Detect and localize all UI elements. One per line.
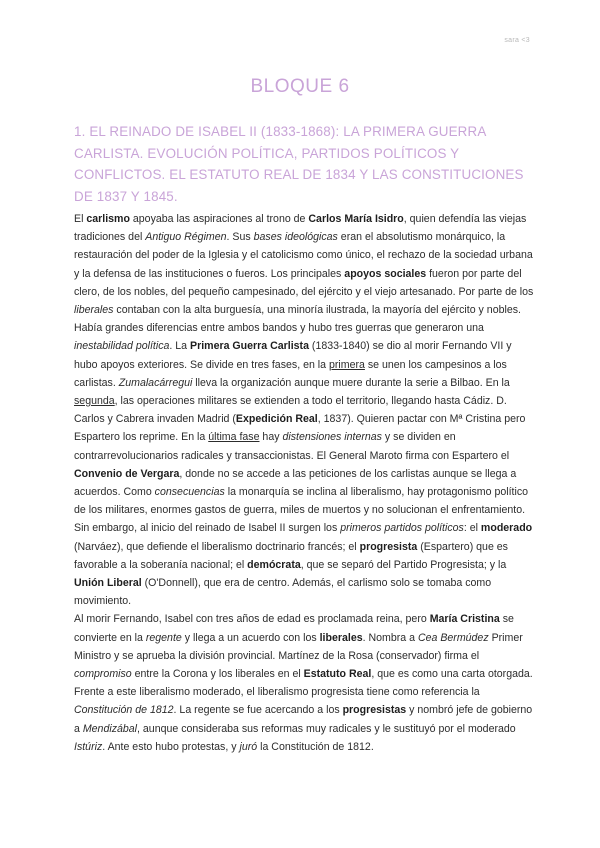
paragraph-primera-guerra-carlista: Había grandes diferencias entre ambos bandos y hubo tres guerras que generaron una inestabilidad política. La Primera Guerra Carlista (1833-1840) se dio al morir Fernando VII y hubo apoyos exteriores. Se divide en tres fases, en la primera se unen los campesinos a los carlistas. Zumalacárregui lleva la organización aunque muere durante la serie a Bilbao. En la segunda, las operaciones militares se extienden a todo el territorio, llegando hasta Cádiz. D. Carlos y Cabrera invaden Madrid (Expedición Real, 1837). Quieren pactar con Mª Cristina pero Espartero los reprime. En la última fase hay distensiones internas y se dividen en contrarrevolucionarios radicales y transaccionistas. El General Maroto firma con Espartero el Convenio de Vergara, donde no se accede a las peticiones de los carlistas aunque se llega a acuerdos. Como consecuencias la monarquía se inclina al liberalismo, hay protagonismo político de los militares, enormes gastos de guerra, miles de muertos y no solucionan el enfrentamiento.: [74, 322, 529, 517]
text-run: última fase: [208, 431, 260, 444]
text-run: inestabilidad política: [74, 340, 170, 353]
section-heading: 1. EL REINADO DE ISABEL II (1833-1868): LA PRIMERA GUERRA CARLISTA. EVOLUCIÓN POLÍTICA, PARTIDOS POLÍTICOS Y CONFLICTOS. EL ESTATUTO REAL DE 1834 Y LAS CONSTITUCIONES DE 1837 Y 1845.: [74, 124, 524, 204]
text-run: Cea Bermúdez: [417, 631, 489, 644]
text-run: compromiso: [74, 668, 132, 681]
text-run: María Cristina: [429, 613, 500, 626]
page-title: BLOQUE 6: [250, 76, 350, 97]
text-run: segunda: [74, 395, 115, 408]
paragraph-carlismo: El carlismo apoyaba las aspiraciones al trono de Carlos María Isidro, quien defendía las viejas tradiciones del Antiguo Régimen. Sus bases ideológicas eran el absolutismo monárquico, la restauración del poder de la Iglesia y el catolicismo como único, el rechazo de la sociedad urbana y la defensa de las instituciones o fueros. Los principales apoyos sociales fueron por parte del clero, de los nobles, del pequeño campesinado, del ejército y el viejo artesanado. Por parte de los liberales contaban con la alta burguesía, una minoría ilustrada, la mayoría del ejército y nobles.: [74, 213, 534, 317]
text-run: primera: [329, 358, 365, 371]
text-run: progresistas: [342, 704, 407, 717]
text-run: consecuencias: [154, 486, 225, 499]
text-run: carlismo: [86, 213, 130, 225]
text-run: Antiguo Régimen: [145, 231, 227, 244]
body-text: [74, 210, 534, 756]
text-run: Unión Liberal: [74, 577, 142, 590]
text-run: Zumalacárregui: [118, 376, 193, 389]
text-run: apoyos sociales: [344, 267, 427, 280]
text-run: Expedición Real: [235, 413, 318, 426]
text-run: Constitución de 1812: [74, 704, 174, 717]
text-run: liberales: [74, 304, 114, 317]
text-run: juró: [239, 740, 258, 753]
text-run: Mendizábal: [82, 722, 138, 735]
text-run: Convenio de Vergara: [74, 467, 180, 480]
text-run: primeros partidos políticos: [340, 522, 464, 535]
text-run: distensiones internas: [282, 431, 382, 444]
text-run: Istúriz: [74, 740, 103, 753]
author-note: sara <3: [504, 37, 530, 44]
text-run: bases ideológicas: [253, 231, 338, 244]
text-run: demócrata: [247, 558, 301, 571]
paragraph-regencia: Al morir Fernando, Isabel con tres años de edad es proclamada reina, pero María Cristina se convierte en la regente y llega a un acuerdo con los liberales. Nombra a Cea Bermúdez Primer Ministro y se aprueba la división provincial. Martínez de la Rosa (conservador) firma el compromiso entre la Corona y los liberales en el Estatuto Real, que es como una carta otorgada. Frente a este liberalismo moderado, el liberalismo progresista tiene como referencia la Constitución de 1812. La regente se fue acercando a los progresistas y nombró jefe de gobierno a Mendizábal, aunque consideraba sus reformas muy radicales y le sustituyó por el moderado Istúriz. Ante esto hubo protestas, y juró la Constitución de 1812.: [74, 613, 533, 753]
text-run: regente: [145, 631, 182, 644]
text-run: Primera Guerra Carlista: [190, 340, 309, 353]
text-run: liberales: [319, 631, 363, 644]
text-run: progresista: [359, 540, 418, 553]
text-run: Estatuto Real: [303, 668, 372, 681]
paragraph-partidos-politicos: Sin embargo, al inicio del reinado de Isabel II surgen los primeros partidos políticos: el moderado (Narváez), que defiende el liberalismo doctrinario francés; el progresista (Espartero) que es favorable a la soberanía nacional; el demócrata, que se separó del Partido Progresista; y la Unión Liberal (O'Donnell), que era de centro. Además, el carlismo solo se tomaba como movimiento.: [74, 522, 533, 608]
text-run: Carlos María Isidro: [308, 213, 404, 225]
text-run: moderado: [480, 522, 533, 535]
